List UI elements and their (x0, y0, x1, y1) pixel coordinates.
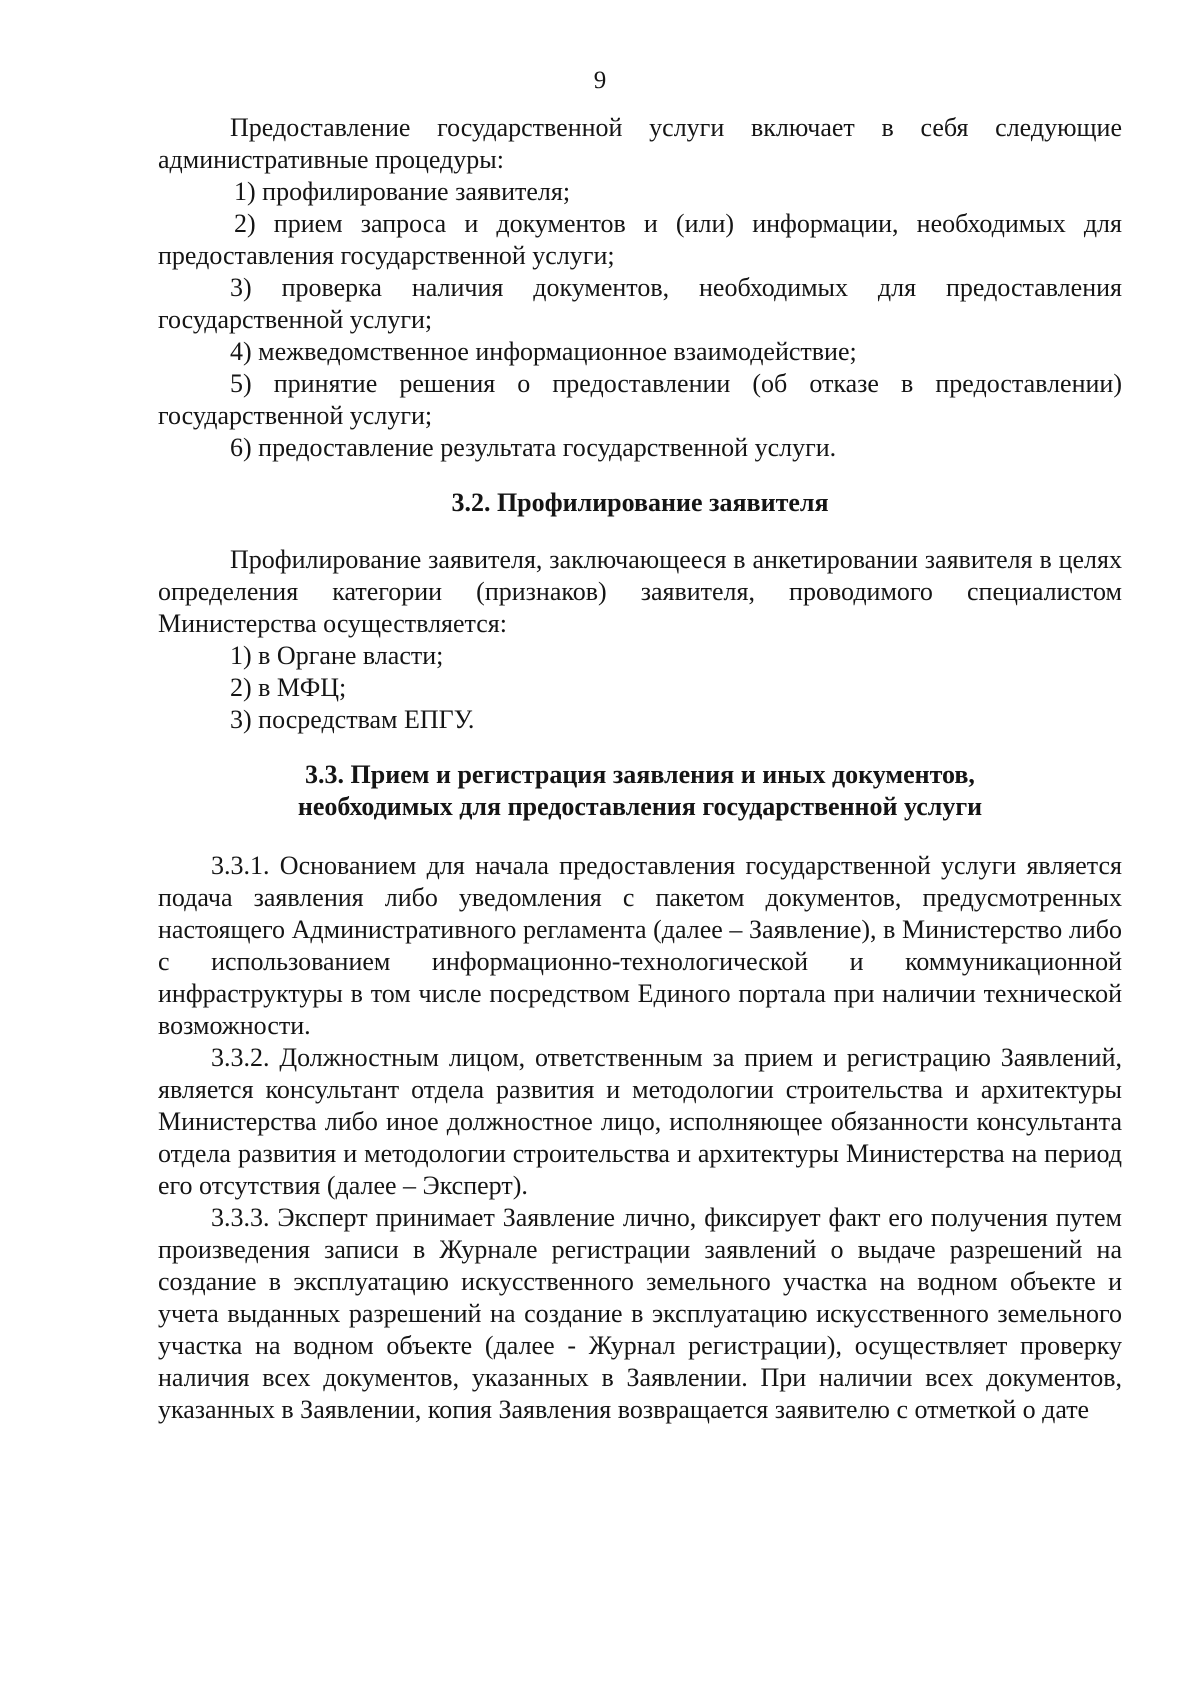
procedure-item-6: 6) предоставление результата государственной услуги. (230, 433, 837, 462)
section-3-3-heading-line-1: 3.3. Прием и регистрация заявления и иных документов, (305, 760, 975, 789)
procedures-intro: Предоставление государственной услуги включает в себя следующие административные процедуры: (158, 113, 1122, 174)
paragraph-3-3-2: 3.3.2. Должностным лицом, ответственным за прием и регистрацию Заявлений, является консультант отдела развития и методологии строительства и архитектуры Министерства либо иное должностное лицо, исполняющее обязанности консультанта отдела развития и методологии строительства и архитектуры Министерства на период его отсутствия (далее – Эксперт). (158, 1043, 1122, 1200)
section-3-2-item-1: 1) в Органе власти; (230, 641, 444, 670)
paragraph-3-3-1: 3.3.1. Основанием для начала предоставления государственной услуги является подача заявления либо уведомления с пакетом документов, предусмотренных настоящего Административного регламента (далее – Заявление), в Министерство либо с использованием информационно-технологической и коммуникационной инфраструктуры в том числе посредством Единого портала при наличии технической возможности. (158, 851, 1122, 1040)
section-3-2-heading: 3.2. Профилирование заявителя (451, 488, 829, 517)
section-3-3-heading-line-2: необходимых для предоставления государственной услуги (297, 792, 983, 821)
procedure-item-3: 3) проверка наличия документов, необходимых для предоставления государственной услуги; (158, 273, 1122, 334)
section-3-2-item-3: 3) посредствам ЕПГУ. (230, 705, 475, 734)
procedure-item-2: 2) прием запроса и документов и (или) информации, необходимых для предоставления государственной услуги; (158, 209, 1122, 270)
paragraph-3-3-3: 3.3.3. Эксперт принимает Заявление лично, фиксирует факт его получения путем произведения записи в Журнале регистрации заявлений о выдаче разрешений на создание в эксплуатацию искусственного земельного участка на водном объекте и учета выданных разрешений на создание в эксплуатацию искусственного земельного участка на водном объекте (далее - Журнал регистрации), осуществляет проверку наличия всех документов, указанных в Заявлении. При наличии всех документов, указанных в Заявлении, копия Заявления возвращается заявителю с отметкой о дате (158, 1203, 1122, 1424)
procedure-item-1: 1) профилирование заявителя; (234, 177, 571, 206)
section-3-3-heading (158, 759, 1122, 823)
page-number: 9 (593, 67, 607, 94)
section-3-2-item-2: 2) в МФЦ; (230, 673, 347, 702)
document-body (158, 112, 1122, 1426)
section-3-2-text: Профилирование заявителя, заключающееся в анкетировании заявителя в целях определения категории (признаков) заявителя, проводимого специалистом Министерства осуществляется: (158, 545, 1122, 638)
procedure-item-5: 5) принятие решения о предоставлении (об отказе в предоставлении) государственной услуги; (158, 369, 1122, 430)
procedure-item-4: 4) межведомственное информационное взаимодействие; (230, 337, 857, 366)
